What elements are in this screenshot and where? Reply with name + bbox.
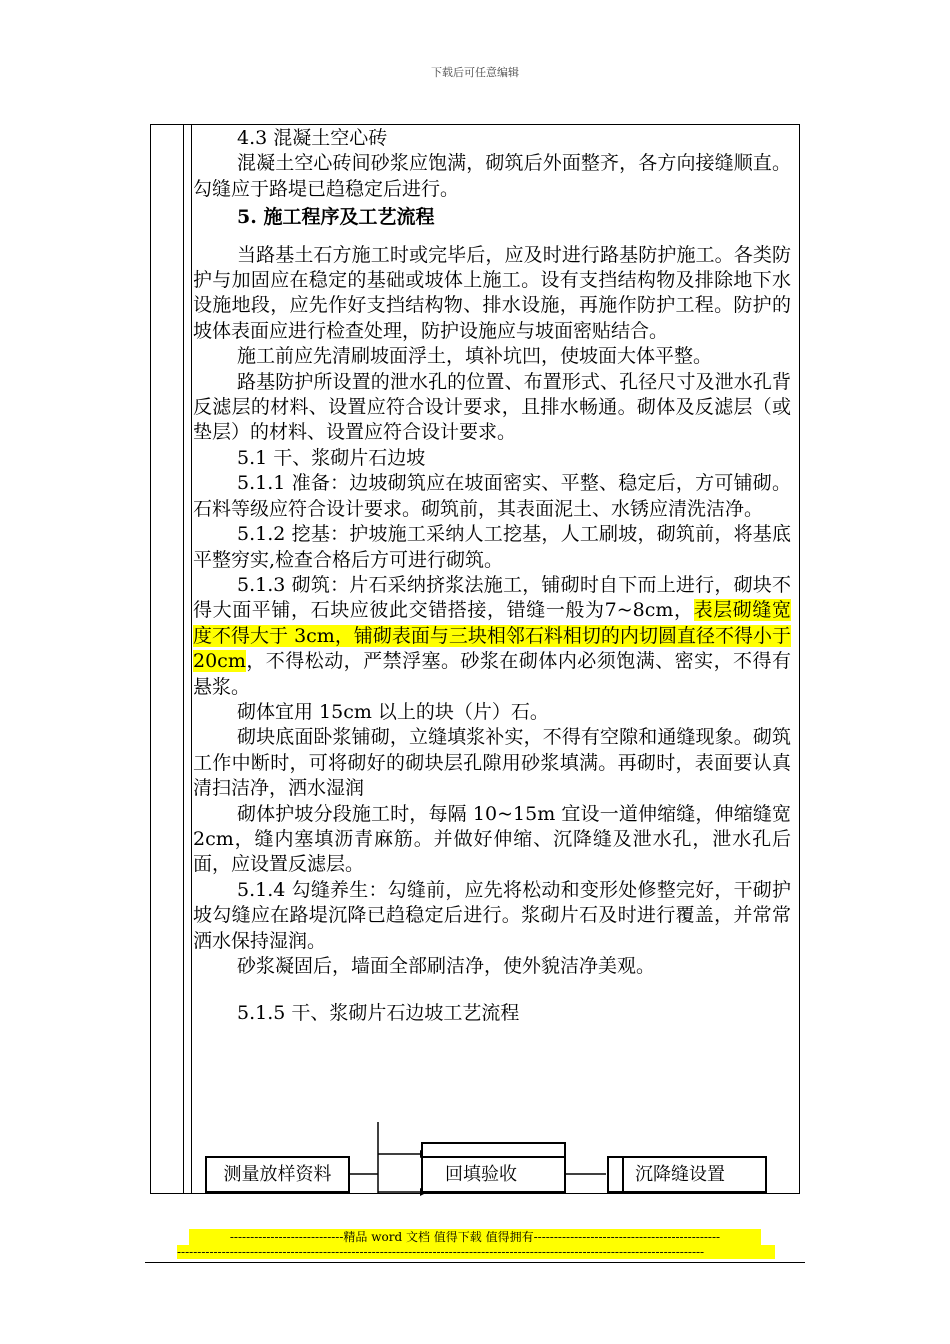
section-5-1-3-text-b: ，不得松动，严禁浮塞。砂浆在砌体内必须饱满、密实，不得有悬浆。 bbox=[193, 650, 791, 698]
flow-box-settlement-divider bbox=[622, 1157, 624, 1192]
highlighted-requirement: 表层砌缝宽度不得大于 3cm，铺砌表面与三块相邻石料相切的内切圆直径不得小于 20cm bbox=[193, 599, 791, 673]
footer-dashes: ---------------------------------------------------------------------------------------------------------------------------------- bbox=[177, 1245, 775, 1259]
table-column-divider bbox=[183, 125, 184, 1193]
section-5-1-3 bbox=[193, 573, 791, 700]
section-5-1-3-text-a: 5.1.3 砌筑：片石采纳挤浆法施工，铺砌时自下而上进行，砌块不得大面平铺，石块应彼此交错搭接，错缝一般为7~8cm， bbox=[193, 573, 791, 622]
paragraph-protection-intro: 当路基土石方施工时或完毕后，应及时进行路基防护施工。各类防护与加固应在稳定的基础或坡体上施工。设有支挡结构物及排除地下水设施地段，应先作好支挡结构物、排水设施，再施作防护工程。防护的坡体表面应进行检查处理，防护设施应与坡面密贴结合。 bbox=[193, 243, 791, 342]
flow-box-settlement-label: 沉降缝设置 bbox=[635, 1164, 725, 1185]
section-5-1-1: 5.1.1 准备：边坡砌筑应在坡面密实、平整、稳定后，方可铺砌。石料等级应符合设计要求。砌筑前，其表面泥土、水锈应清洗洁净。 bbox=[193, 472, 791, 520]
section-5-1-title: 5.1 干、浆砌片石边坡 bbox=[237, 446, 426, 469]
flow-box-settlement bbox=[607, 1156, 767, 1193]
paragraph-expansion-joints: 砌体护坡分段施工时，每隔 10~15m 宜设一道伸缩缝，伸缩缝宽 2cm，缝内塞填沥青麻筋。并做好伸缩、沉降缝及泄水孔，泄水孔后面，应设置反滤层。 bbox=[193, 802, 791, 876]
flow-box-backfill-label: 回填验收 bbox=[445, 1164, 517, 1185]
section-5-title: 5. 施工程序及工艺流程 bbox=[237, 206, 435, 229]
paragraph-bedding: 砌块底面卧浆铺砌，立缝填浆补实，不得有空隙和通缝现象。砌筑工作中断时，可将砌好的砌块层孔隙用砂浆填满。再砌时，表面要认真清扫洁净，洒水湿润 bbox=[193, 726, 791, 800]
section-4-3-text: 混凝土空心砖间砂浆应饱满，砌筑后外面整齐，各方向接缝顺直。勾缝应于路堤已趋稳定后进行。 bbox=[193, 152, 791, 200]
section-5-1-2: 5.1.2 挖基：护坡施工采纳人工挖基，人工刷坡，砌筑前，将基底平整穷实,检查合格后方可进行砌筑。 bbox=[193, 523, 791, 571]
flow-box-survey: 测量放样资料 bbox=[205, 1156, 350, 1193]
footer-promo: ----------------------------精品 word 文档 值得下载 值得拥有---------------------------------------------- bbox=[189, 1229, 761, 1245]
section-5-1-5-title: 5.1.5 干、浆砌片石边坡工艺流程 bbox=[237, 1002, 520, 1025]
paragraph-drain-holes: 路基防护所设置的泄水孔的位置、布置形式、孔径尺寸及泄水孔背反滤层的材料、设置应符合设计要求，且排水畅通。砌体及反滤层（或垫层）的材料、设置应符合设计要求。 bbox=[193, 370, 791, 444]
paragraph-block-size: 砌体宜用 15cm 以上的块（片）石。 bbox=[237, 700, 549, 723]
section-4-3-title: 4.3 混凝土空心砖 bbox=[237, 127, 388, 149]
section-5-1-4: 5.1.4 勾缝养生：勾缝前，应先将松动和变形处修整完好，干砌护坡勾缝应在路堤沉降已趋稳定后进行。浆砌片石及时进行覆盖，并常常洒水保持湿润。 bbox=[193, 878, 791, 952]
paragraph-cleaning: 砂浆凝固后，墙面全部刷洁净，使外貌洁净美观。 bbox=[237, 955, 656, 977]
flow-box-backfill bbox=[421, 1156, 566, 1193]
header-note: 下载后可任意编辑 bbox=[431, 66, 519, 79]
table-column-divider-inner bbox=[191, 125, 192, 1193]
paragraph-slope-cleaning: 施工前应先清刷坡面浮土，填补坑凹，使坡面大体平整。 bbox=[237, 345, 713, 368]
document-body bbox=[193, 126, 791, 1027]
footer-rule bbox=[145, 1262, 805, 1263]
